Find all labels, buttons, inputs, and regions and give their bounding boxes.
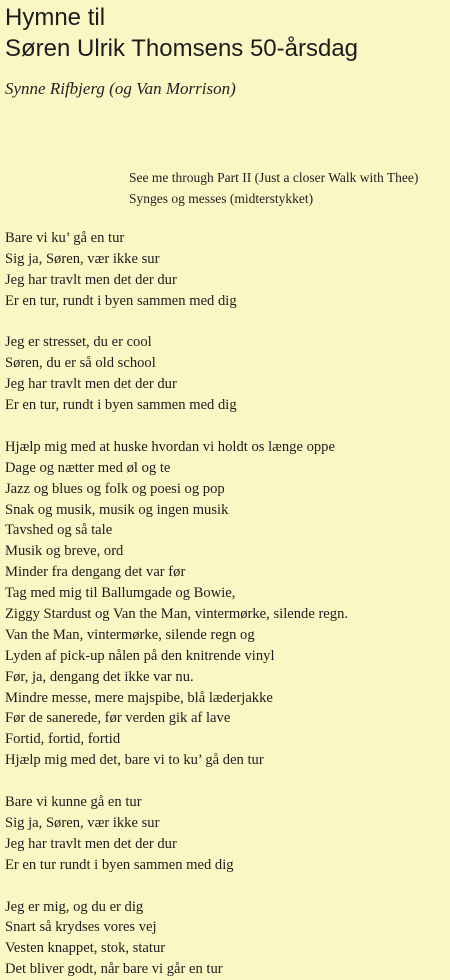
- poem-line: Sig ja, Søren, vær ikke sur: [5, 249, 445, 270]
- poem-line: Før de sanerede, før verden gik af lave: [5, 708, 445, 729]
- stanza: [5, 332, 445, 416]
- poem-line: Hjælp mig med det, bare vi to ku’ gå den tur: [5, 750, 445, 771]
- subtitle-line-1: See me through Part II (Just a closer Walk with Thee): [129, 167, 418, 188]
- poem-title: [5, 2, 445, 64]
- stanza-gap: [5, 416, 445, 437]
- poem-line: Jeg har travlt men det der dur: [5, 374, 445, 395]
- poem-line: Er en tur rundt i byen sammen med dig: [5, 855, 445, 876]
- poem-line: Bare vi kunne gå en tur: [5, 792, 445, 813]
- poem-line: Er en tur, rundt i byen sammen med dig: [5, 395, 445, 416]
- poem-line: Jeg er mig, og du er dig: [5, 897, 445, 918]
- poem-line: Vesten knappet, stok, statur: [5, 938, 445, 959]
- stanza: [5, 437, 445, 771]
- poem-line: Snak og musik, musik og ingen musik: [5, 500, 445, 521]
- poem-line: Van the Man, vintermørke, silende regn og: [5, 625, 445, 646]
- poem-line: Tag med mig til Ballumgade og Bowie,: [5, 583, 445, 604]
- stanza: [5, 792, 445, 876]
- poem-line: Dage og nætter med øl og te: [5, 458, 445, 479]
- poem-line: Fortid, fortid, fortid: [5, 729, 445, 750]
- poem-author: Synne Rifbjerg (og Van Morrison): [5, 79, 236, 99]
- poem-line: Jazz og blues og folk og poesi og pop: [5, 479, 445, 500]
- title-line-1: Hymne til: [5, 2, 445, 33]
- subtitle-line-2: Synges og messes (midterstykket): [129, 188, 418, 209]
- poem-line: Mindre messe, mere majspibe, blå læderjakke: [5, 688, 445, 709]
- poem-line: Ziggy Stardust og Van the Man, vintermørke, silende regn.: [5, 604, 445, 625]
- poem-line: Jeg har travlt men det der dur: [5, 834, 445, 855]
- title-line-2: Søren Ulrik Thomsens 50-årsdag: [5, 33, 445, 64]
- stanza-gap: [5, 312, 445, 333]
- stanza: [5, 228, 445, 312]
- poem-line: Jeg har travlt men det der dur: [5, 270, 445, 291]
- poem-line: Søren, du er så old school: [5, 353, 445, 374]
- poem-line: Musik og breve, ord: [5, 541, 445, 562]
- poem-line: Sig ja, Søren, vær ikke sur: [5, 813, 445, 834]
- stanza: [5, 897, 445, 980]
- stanza-gap: [5, 771, 445, 792]
- poem-line: Før, ja, dengang det ikke var nu.: [5, 667, 445, 688]
- poem-line: Minder fra dengang det var før: [5, 562, 445, 583]
- stanza-gap: [5, 876, 445, 897]
- poem-line: Er en tur, rundt i byen sammen med dig: [5, 291, 445, 312]
- poem-line: Lyden af pick-up nålen på den knitrende vinyl: [5, 646, 445, 667]
- poem-line: Hjælp mig med at huske hvordan vi holdt os længe oppe: [5, 437, 445, 458]
- poem-line: Jeg er stresset, du er cool: [5, 332, 445, 353]
- poem-line: Tavshed og så tale: [5, 520, 445, 541]
- poem-body: [5, 228, 445, 980]
- poem-subtitle: [129, 167, 418, 209]
- poem-line: Snart så krydses vores vej: [5, 917, 445, 938]
- poem-line: Det bliver godt, når bare vi går en tur: [5, 959, 445, 980]
- poem-line: Bare vi ku’ gå en tur: [5, 228, 445, 249]
